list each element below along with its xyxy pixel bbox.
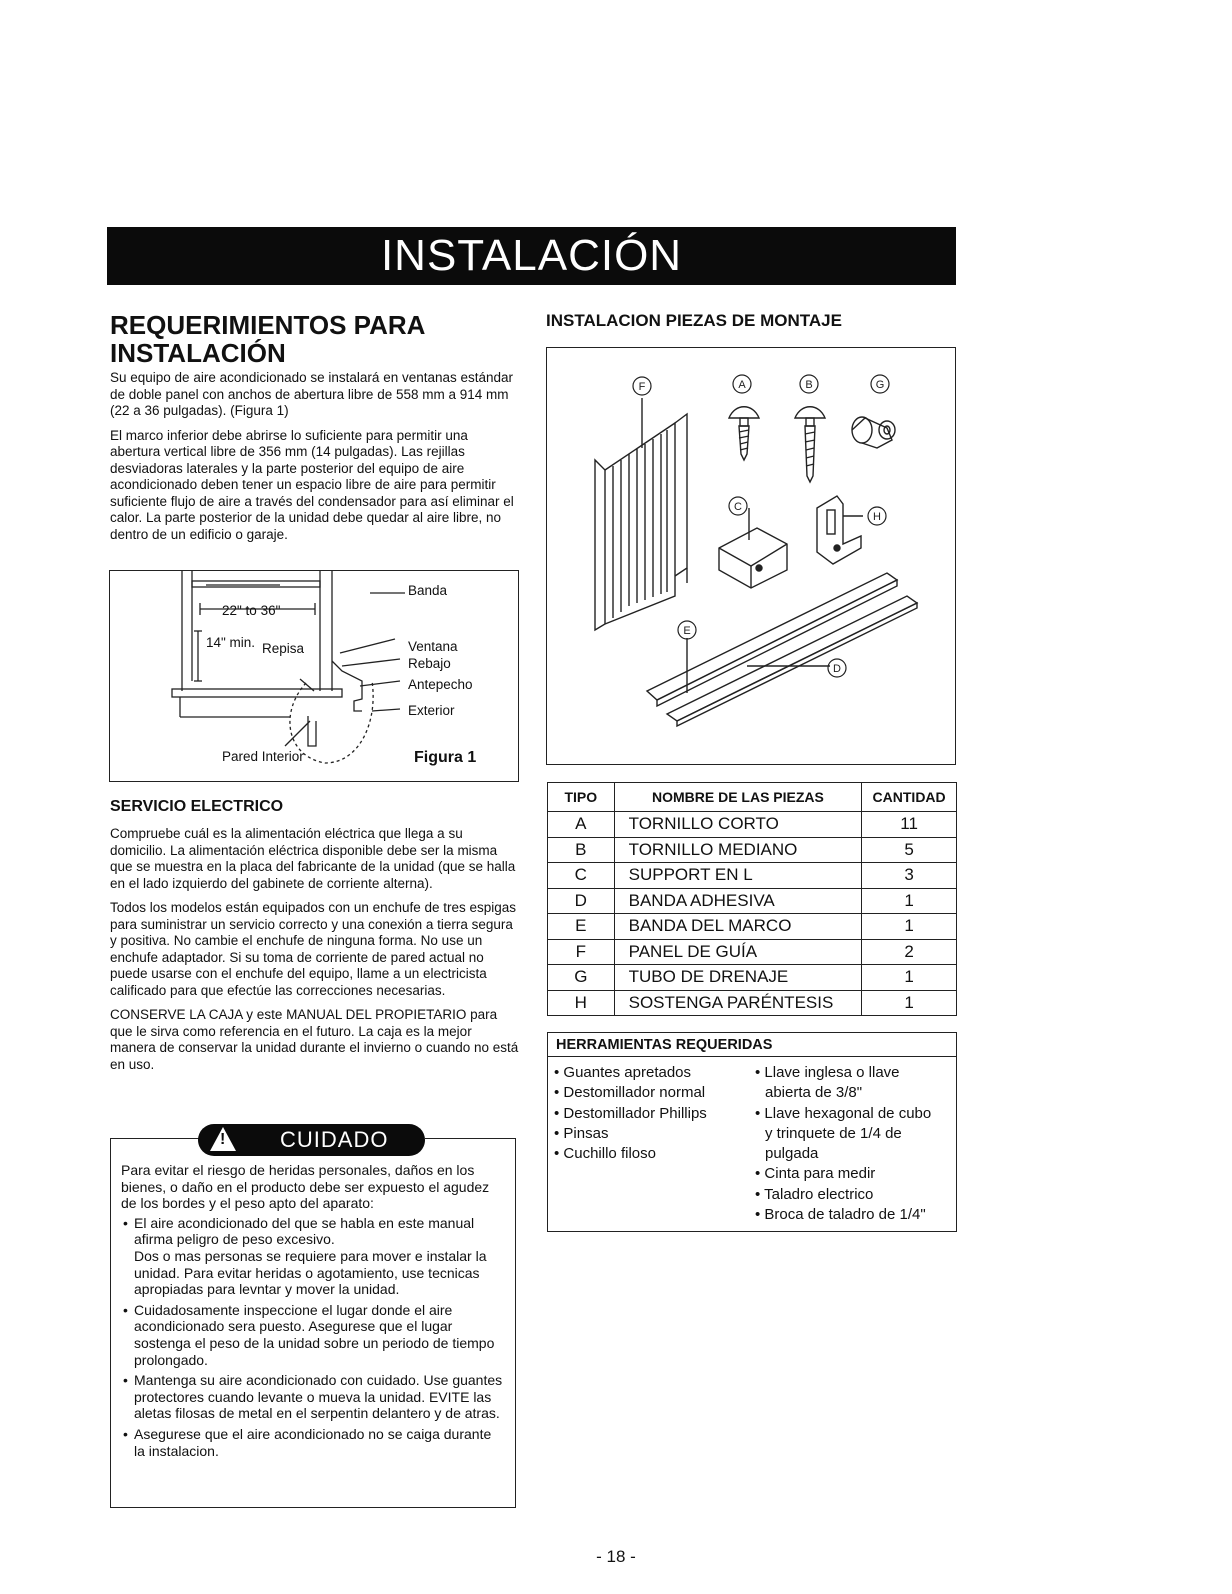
parts-drawing — [547, 348, 957, 766]
requirements-heading-line2: INSTALACIÓN — [110, 338, 286, 368]
caution-item: • Mantenga su aire acondicionado con cuidado. Use guantes protectores cuando levante o mueva la unidad. EVITE las aletas filosas de metal en el serpentin delantero y de atras. — [121, 1372, 506, 1422]
part-type: G — [548, 965, 615, 991]
label-min-height: 14" min. — [206, 635, 256, 650]
figure-1-window-diagram — [109, 570, 519, 782]
electric-para-3: CONSERVE LA CAJA y este MANUAL DEL PROPIETARIO para que le sirva como referencia en el futuro. La caja es la mejor manera de conservar la unidad durante el invierno o cuando no está en uso. — [110, 1007, 519, 1072]
part-quantity: 1 — [862, 990, 957, 1016]
electric-para-2: Todos los modelos están equipados con un enchufe de tres espigas para suministrar un servicio correcto y una conexión a tierra segura y positiva. No cambie el enchufe de ninguna forma. No use un enchufe adaptador. Si su toma de corriente de pared actual no puede usarse con el enchufe del equipo, llame a un electricista calificado para que efectúe las correcciones necesarias. — [110, 900, 517, 998]
caution-text — [121, 1162, 506, 1463]
header-cantidad: CANTIDAD — [862, 783, 957, 812]
part-quantity: 3 — [862, 863, 957, 889]
marker-d: D — [833, 663, 841, 675]
caution-item: • El aire acondicionado del que se habla en este manual afirma peligro de peso excesivo. Dos o mas personas se requiere para mover e instalar la unidad. Para evitar heridas o agotamiento, use tecnicas apropiadas para levntar y mover la unidad. — [121, 1215, 506, 1298]
part-type: F — [548, 939, 615, 965]
tool-item: • Llave hexagonal de cubo — [755, 1104, 932, 1122]
page-number: - 18 - — [596, 1547, 636, 1566]
part-name: SUPPORT EN L — [614, 863, 862, 889]
table-row — [548, 812, 957, 838]
table-row — [548, 990, 957, 1016]
page-title: INSTALACIÓN — [107, 227, 956, 285]
tool-item: • Destomillador Phillips — [554, 1104, 707, 1122]
parts-table — [547, 782, 957, 1016]
part-quantity: 1 — [862, 965, 957, 991]
tool-item: • Cuchillo filoso — [554, 1145, 656, 1163]
mounting-parts-figure — [546, 347, 956, 765]
caution-top-border-left — [110, 1138, 200, 1139]
part-name: BANDA ADHESIVA — [614, 888, 862, 914]
tool-item-continued: y trinquete de 1/4 de — [765, 1124, 902, 1142]
required-tools-box — [547, 1032, 957, 1232]
tool-item: • Guantes apretados — [554, 1064, 692, 1081]
tools-column-left — [554, 1063, 707, 1164]
label-repisa: Repisa — [262, 641, 305, 656]
requirements-heading-line1: REQUERIMIENTOS PARA — [110, 310, 426, 340]
header-tipo: TIPO — [548, 783, 615, 812]
label-width-range: 22" to 36" — [222, 603, 281, 618]
table-row — [548, 888, 957, 914]
part-name: TORNILLO CORTO — [614, 812, 862, 838]
label-pared-interior: Pared Interior — [222, 749, 304, 764]
parts-table-header — [548, 783, 957, 812]
marker-h: H — [873, 511, 881, 523]
tool-item: • Pinsas — [554, 1124, 609, 1142]
part-quantity: 11 — [862, 812, 957, 838]
tool-item: • Llave inglesa o llave — [755, 1064, 900, 1081]
required-tools-heading: HERRAMIENTAS REQUERIDAS — [548, 1033, 956, 1057]
electric-service-text — [110, 826, 520, 1081]
tool-item: • Cinta para medir — [755, 1165, 876, 1183]
tool-item: • Destomillador normal — [554, 1084, 706, 1102]
label-rebajo: Rebajo — [408, 656, 451, 671]
electric-para-1: Compruebe cuál es la alimentación eléctrica que llega a su domicilio. La alimentación eléctrica disponible debe ser la misma que se muestra en la placa del fabricante de la unidad (que se halla en el lado izquierdo del gabinete de corriente alterna). — [110, 826, 516, 891]
part-name: BANDA DEL MARCO — [614, 914, 862, 940]
part-quantity: 1 — [862, 914, 957, 940]
header-nombre: NOMBRE DE LAS PIEZAS — [614, 783, 862, 812]
marker-c: C — [734, 501, 742, 513]
marker-f: F — [638, 381, 646, 393]
part-name: SOSTENGA PARÉNTESIS — [614, 990, 862, 1016]
tool-item-continued: pulgada — [765, 1145, 819, 1163]
tool-item-continued: abierta de 3/8" — [765, 1084, 863, 1102]
part-type: E — [548, 914, 615, 940]
label-exterior: Exterior — [408, 703, 455, 718]
caution-intro: Para evitar el riesgo de heridas personales, daños en los bienes, o daño en el producto debe ser expuesto el agudez de los bordes y el peso apto del aparato: — [121, 1162, 490, 1212]
label-ventana: Ventana — [408, 639, 458, 654]
table-row — [548, 837, 957, 863]
caution-label: CUIDADO — [280, 1127, 389, 1152]
part-name: PANEL DE GUÍA — [614, 939, 862, 965]
electric-service-heading: SERVICIO ELECTRICO — [110, 798, 284, 815]
table-row — [548, 939, 957, 965]
table-row — [548, 914, 957, 940]
part-type: A — [548, 812, 615, 838]
marker-g: G — [875, 379, 885, 391]
caution-list — [121, 1215, 506, 1459]
figure-1-caption: Figura 1 — [414, 749, 477, 766]
label-banda: Banda — [408, 583, 448, 598]
part-quantity: 2 — [862, 939, 957, 965]
marker-e: E — [683, 625, 691, 637]
caution-item: • Cuidadosamente inspeccione el lugar donde el aire acondicionado sera puesto. Asegurese que el lugar sostenga el peso de la unidad sobre un periodo de tiempo prolongado. — [121, 1302, 506, 1368]
mounting-parts-heading: INSTALACION PIEZAS DE MONTAJE — [546, 311, 842, 330]
tool-item: • Taladro electrico — [755, 1185, 874, 1203]
requirements-text — [110, 370, 520, 551]
tools-column-right — [755, 1063, 931, 1225]
marker-b: B — [805, 379, 813, 391]
part-quantity: 1 — [862, 888, 957, 914]
warning-triangle-icon: ! — [210, 1127, 236, 1151]
caution-top-border-right — [425, 1138, 516, 1139]
table-row — [548, 965, 957, 991]
part-type: D — [548, 888, 615, 914]
requirements-para-1: Su equipo de aire acondicionado se instalará en ventanas estándar de doble panel con anchos de abertura libre de 558 mm a 914 mm (22 a 36 pulgadas). (Figura 1) — [110, 370, 514, 418]
label-antepecho: Antepecho — [408, 677, 473, 692]
part-type: C — [548, 863, 615, 889]
part-type: H — [548, 990, 615, 1016]
tool-item: • Broca de taladro de 1/4" — [755, 1206, 926, 1224]
requirements-para-2: El marco inferior debe abrirse lo suficiente para permitir una abertura vertical libre de 356 mm (14 pulgadas). Las rejillas desviadoras laterales y la parte posterior del equipo de aire acondicionado deben tener un espacio libre de aire para permitir suficiente flujo de aire a través del condensador para así eliminar el calor. La parte posterior de la unidad debe quedar al aire libre, no dentro de un edificio o garaje. — [110, 427, 514, 542]
part-quantity: 5 — [862, 837, 957, 863]
caution-badge — [198, 1124, 425, 1156]
part-type: B — [548, 837, 615, 863]
marker-a: A — [738, 379, 746, 391]
table-row — [548, 863, 957, 889]
part-name: TUBO DE DRENAJE — [614, 965, 862, 991]
part-name: TORNILLO MEDIANO — [614, 837, 862, 863]
caution-item: • Asegurese que el aire acondicionado no se caiga durante la instalacion. — [121, 1426, 506, 1459]
